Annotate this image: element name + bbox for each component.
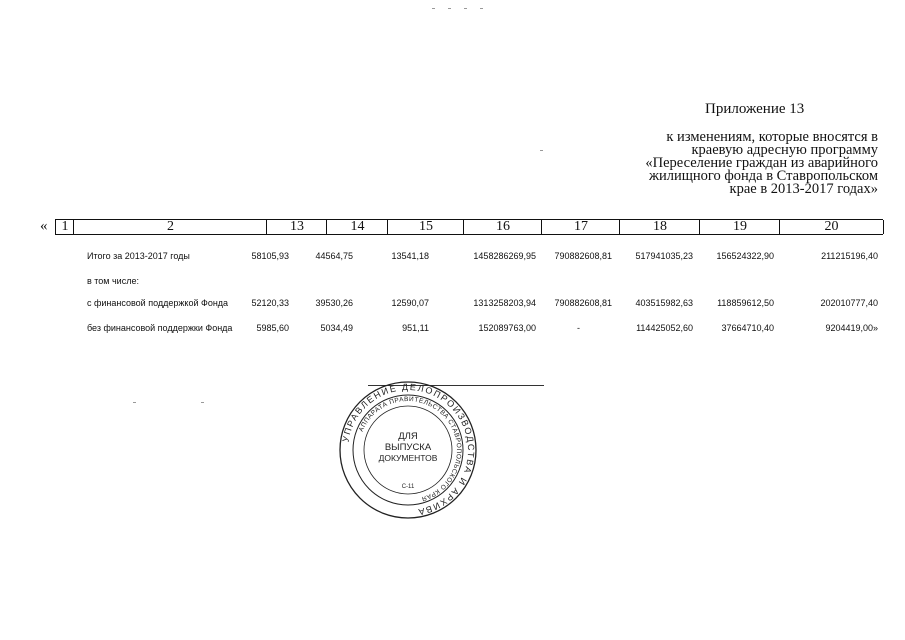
stamp-inner-text: АППАРАТА ПРАВИТЕЛЬСТВА СТАВРОПОЛЬСКОГО КРАЯ bbox=[357, 395, 463, 503]
annex-subtitle bbox=[578, 131, 878, 196]
table-cell: 58105,93 bbox=[251, 251, 289, 261]
table-cell: 1313258203,94 bbox=[473, 298, 536, 308]
table-cell: 156524322,90 bbox=[716, 251, 774, 261]
table-cell: 52120,33 bbox=[251, 298, 289, 308]
table-row bbox=[0, 251, 905, 265]
subtitle-line: крае в 2013-2017 годах» bbox=[729, 181, 878, 197]
row-label: в том числе: bbox=[87, 276, 139, 286]
table-cell: 1458286269,95 bbox=[473, 251, 536, 261]
table-cell: 114425052,60 bbox=[636, 323, 693, 333]
table-cell: 118859612,50 bbox=[717, 298, 774, 308]
table-cell: 790882608,81 bbox=[554, 251, 612, 261]
table-header-row bbox=[55, 219, 883, 235]
table-cell: 211215196,40 bbox=[821, 251, 878, 261]
table-cell: 9204419,00» bbox=[825, 323, 878, 333]
stamp-center-line: ВЫПУСКА bbox=[384, 442, 432, 453]
column-header: 16 bbox=[463, 220, 542, 234]
table-cell: - bbox=[577, 323, 580, 333]
stamp-center-line: ДЛЯ bbox=[398, 431, 418, 442]
table-open-quote: « bbox=[40, 218, 48, 234]
column-header: 17 bbox=[541, 220, 620, 234]
table-cell: 37664710,40 bbox=[721, 323, 774, 333]
table-cell: 39530,26 bbox=[315, 298, 353, 308]
column-header: 13 bbox=[266, 220, 327, 234]
table-cell: 5985,60 bbox=[256, 323, 289, 333]
row-label: без финансовой поддержки Фонда bbox=[87, 323, 233, 333]
scan-artifact bbox=[540, 150, 543, 151]
table-cell: 951,11 bbox=[402, 323, 429, 333]
official-stamp bbox=[338, 380, 478, 520]
subtitle-line: жилищного фонда в Ставропольском bbox=[648, 168, 878, 184]
scan-artifact bbox=[464, 8, 467, 9]
scan-artifact bbox=[201, 402, 204, 403]
scan-artifact bbox=[432, 8, 435, 9]
column-header: 15 bbox=[387, 220, 464, 234]
scan-artifact bbox=[133, 402, 136, 403]
table-cell: 13541,18 bbox=[391, 251, 429, 261]
table-row bbox=[0, 298, 905, 312]
table-row bbox=[0, 323, 905, 337]
column-header: 2 bbox=[73, 220, 267, 234]
subtitle-line: «Переселение граждан из аварийного bbox=[645, 155, 878, 171]
column-header: 19 bbox=[699, 220, 780, 234]
column-header: 1 bbox=[55, 220, 74, 234]
column-header: 14 bbox=[326, 220, 388, 234]
table-cell: 517941035,23 bbox=[635, 251, 693, 261]
subtitle-line: краевую адресную программу bbox=[691, 142, 878, 158]
table-cell: 403515982,63 bbox=[635, 298, 693, 308]
row-label: с финансовой поддержкой Фонда bbox=[87, 298, 229, 308]
stamp-code: С-11 bbox=[401, 484, 415, 490]
table-cell: 5034,49 bbox=[320, 323, 353, 333]
annex-title: Приложение 13 bbox=[705, 101, 805, 117]
table-cell: 202010777,40 bbox=[820, 298, 878, 308]
table-row bbox=[0, 276, 905, 290]
scan-artifact bbox=[480, 8, 483, 9]
table-cell: 44564,75 bbox=[315, 251, 353, 261]
stamp-outer-text: УПРАВЛЕНИЕ ДЕЛОПРОИЗВОДСТВА И АРХИВА bbox=[340, 381, 477, 518]
table-cell: 152089763,00 bbox=[478, 323, 536, 333]
subtitle-line: к изменениям, которые вносятся в bbox=[666, 129, 878, 145]
table-cell: 12590,07 bbox=[391, 298, 429, 308]
column-header: 18 bbox=[619, 220, 700, 234]
table-cell: 790882608,81 bbox=[554, 298, 612, 308]
scan-artifact bbox=[448, 8, 451, 9]
row-label: Итого за 2013-2017 годы bbox=[87, 251, 190, 261]
column-header: 20 bbox=[779, 220, 884, 234]
stamp-center-line: ДОКУМЕНТОВ bbox=[378, 453, 438, 463]
